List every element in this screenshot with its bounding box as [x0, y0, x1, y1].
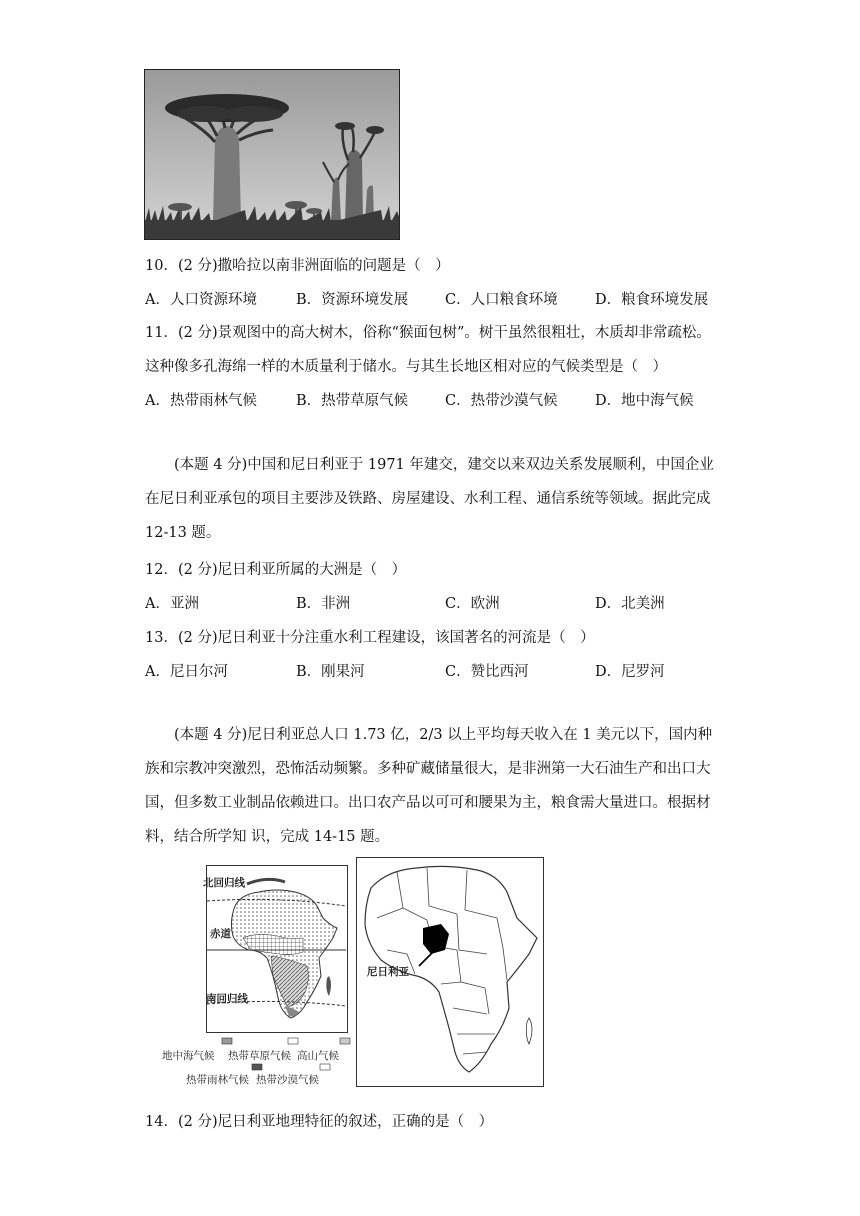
question-11-stem-line2: 这种像多孔海绵一样的木质量利于储水。与其生长地区相对应的气候类型是（ ）: [145, 359, 667, 375]
legend-tropical-rainforest: 热带雨林气候: [186, 1074, 249, 1086]
tropic-of-cancer-label: 北回归线: [203, 877, 245, 889]
q13-option-d: D．尼罗河: [595, 664, 665, 680]
africa-maps-figure: [160, 857, 550, 1092]
q13-option-a: A．尼日尔河: [145, 664, 228, 680]
africa-climate-map: [203, 865, 348, 1033]
legend-tropical-desert: 热带沙漠气候: [256, 1074, 319, 1086]
q11-option-a: A．热带雨林气候: [145, 393, 257, 409]
question-10-stem: 10．(2 分)撒哈拉以南非洲面临的问题是（ ）: [145, 258, 450, 274]
question-12-stem: 12．(2 分)尼日利亚所属的大洲是（ ）: [145, 562, 407, 578]
baobab-landscape-photo: [144, 69, 400, 240]
q11-option-b: B．热带草原气候: [296, 393, 409, 409]
africa-political-map: [356, 857, 544, 1087]
q10-option-d: D．粮食环境发展: [595, 292, 709, 308]
nigeria-label: 尼日利亚: [367, 966, 409, 978]
q11-option-d: D．地中海气候: [595, 393, 694, 409]
question-13-stem: 13．(2 分)尼日利亚十分注重水利工程建设，该国著名的河流是（ ）: [145, 630, 595, 646]
legend-mediterranean: 地中海气候: [162, 1050, 215, 1062]
legend-highland: 高山气候: [297, 1050, 339, 1062]
q11-option-c: C．热带沙漠气候: [445, 393, 558, 409]
question-14-stem: 14．(2 分)尼日利亚地理特征的叙述，正确的是（ ）: [145, 1114, 494, 1130]
q13-option-b: B．刚果河: [296, 664, 365, 680]
q13-option-c: C．赞比西河: [445, 664, 529, 680]
tropic-of-capricorn-label: 南回归线: [206, 993, 248, 1005]
q10-option-a: A．人口资源环境: [145, 292, 257, 308]
reading-passage-12-13: (本题 4 分)中国和尼日利亚于 1971 年建交，建交以来双边关系发展顺利，中国企业在尼日利亚承包的项目主要涉及铁路、房屋建设、水利工程、通信系统等领域。据此完成 12-13 题。: [145, 457, 714, 541]
legend-tropical-savanna: 热带草原气候: [228, 1050, 291, 1062]
equator-label: 赤道: [210, 928, 231, 940]
q12-option-b: B．非洲: [296, 596, 351, 612]
q10-option-b: B．资源环境发展: [296, 292, 409, 308]
reading-passage-14-15: (本题 4 分)尼日利亚总人口 1.73 亿，2/3 以上平均每天收入在 1 美元以下，国内种族和宗教冲突激烈，恐怖活动频繁。多种矿藏储量很大，是非洲第一大石油生产和出口大国，但多数工业制品依赖进口。出口农产品以可可和腰果为主，粮食需大量进口。根据材料，结合所学知 识，完成 14-15 题。: [145, 727, 713, 845]
q12-option-c: C．欧洲: [445, 596, 500, 612]
q12-option-d: D．北美洲: [595, 596, 665, 612]
q12-option-a: A．亚洲: [145, 596, 199, 612]
question-11-stem-line1: 11．(2 分)景观图中的高大树木，俗称“猴面包树”。树干虽然很粗壮，木质却非常疏松。: [145, 325, 711, 341]
q10-option-c: C．人口粮食环境: [445, 292, 558, 308]
